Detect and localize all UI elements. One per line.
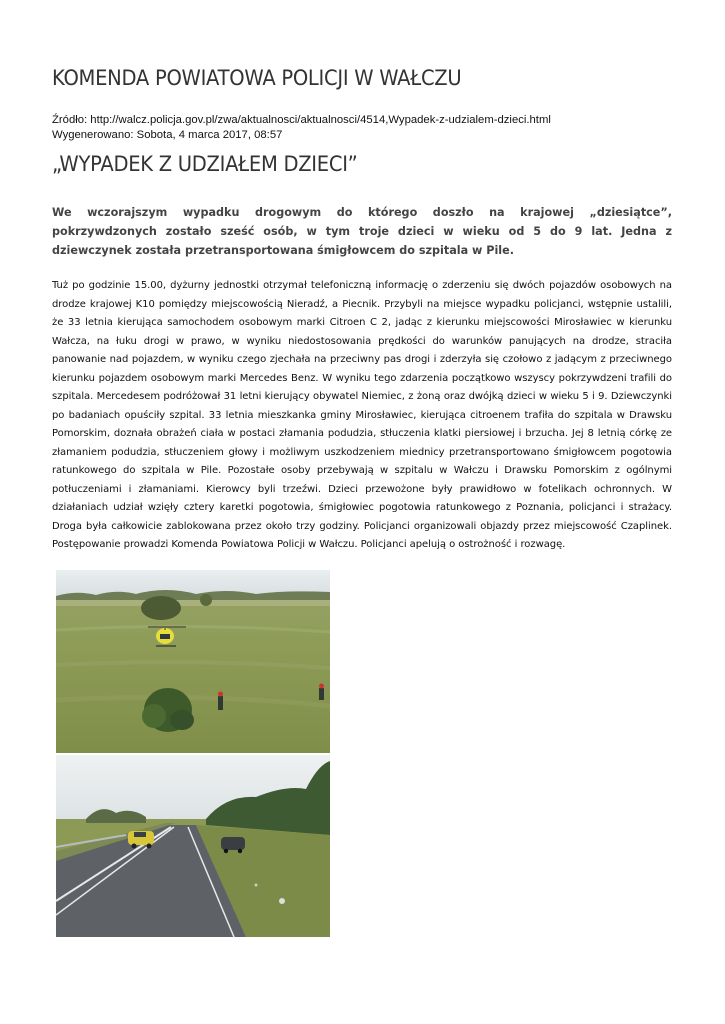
photo-crash-road	[56, 755, 330, 937]
article-title: „WYPADEK Z UDZIAŁEM DZIECI”	[52, 152, 358, 176]
generated-line: Wygenerowano: Sobota, 4 marca 2017, 08:57	[52, 129, 283, 141]
organization-title: KOMENDA POWIATOWA POLICJI W WAŁCZU	[52, 66, 462, 90]
source-line: Źródło: http://walcz.policja.gov.pl/zwa/aktualnosci/aktualnosci/4514,Wypadek-z-udzialem-dzieci.html	[52, 114, 551, 126]
photo-helicopter-field	[56, 570, 330, 753]
document-meta	[52, 113, 551, 143]
article-body: Tuż po godzinie 15.00, dyżurny jednostki otrzymał telefoniczną informację o zderzeniu się dwóch pojazdów osobowych na drodze krajowej K10 pomiędzy miejscowością Nieradź, a Piecnik. Przybyli na miejsce wypadku policjanci, wstępnie ustalili, że 33 letnia kierująca samochodem osobowym marki Citroen C 2, jadąc z kierunku miejscowości Mirosławiec w kierunku Wałcza, na łuku drogi w prawo, w wyniku niedostosowania prędkości do warunków panujących na drodze, straciła panowanie nad pojazdem, w wyniku czego zjechała na przeciwny pas drogi i zderzyła się czołowo z jadącym z przeciwnego kierunku pojazdem osobowym marki Mercedes Benz. W wyniku tego zdarzenia początkowo wszyscy pokrzywdzeni trafili do szpitala. Mercedesem podróżował 31 letni kierujący obywatel Niemiec, z żoną oraz dwójką dzieci w wieku 5 i 9. Dziewczynki po badaniach opuściły szpital. 33 letnia mieszkanka gminy Mirosławiec, kierująca citroenem trafiła do szpitala w Drawsku Pomorskim, doznała obrażeń ciała w postaci złamania podudzia, stłuczenia klatki piersiowej i brzucha. Jej 8 letnią córkę ze złamaniem podudzia, stłuczeniem głowy i możliwym uszkodzeniem miednicy przetransportowano śmigłowcem pogotowia ratunkowego do szpitala w Pile. Pozostałe osoby przebywają w szpitalu w Wałczu i Drawsku Pomorskim z ogólnymi potłuczeniami i złamaniami. Kierowcy byli trzeźwi. Dzieci przewożone były prawidłowo w fotelikach ochronnych. W działaniach udział wzięły cztery karetki pogotowia, śmigłowiec pogotowia ratunkowego z Poznania, policjanci i strażacy. Droga była całkowicie zablokowana przez około trzy godziny. Policjanci organizowali objazdy przez miejscowość Czaplinek. Postępowanie prowadzi Komenda Powiatowa Policji w Wałczu. Policjanci apelują o ostrożność i rozwagę.	[52, 280, 672, 550]
article-lead: We wczorajszym wypadku drogowym do którego doszło na krajowej „dziesiątce”, pokrzywdzonych zostało sześć osób, w tym troje dzieci w wieku od 5 do 9 lat. Jedna z dziewczynek została przetransportowana śmigłowcem do szpitala w Pile.	[52, 206, 672, 257]
